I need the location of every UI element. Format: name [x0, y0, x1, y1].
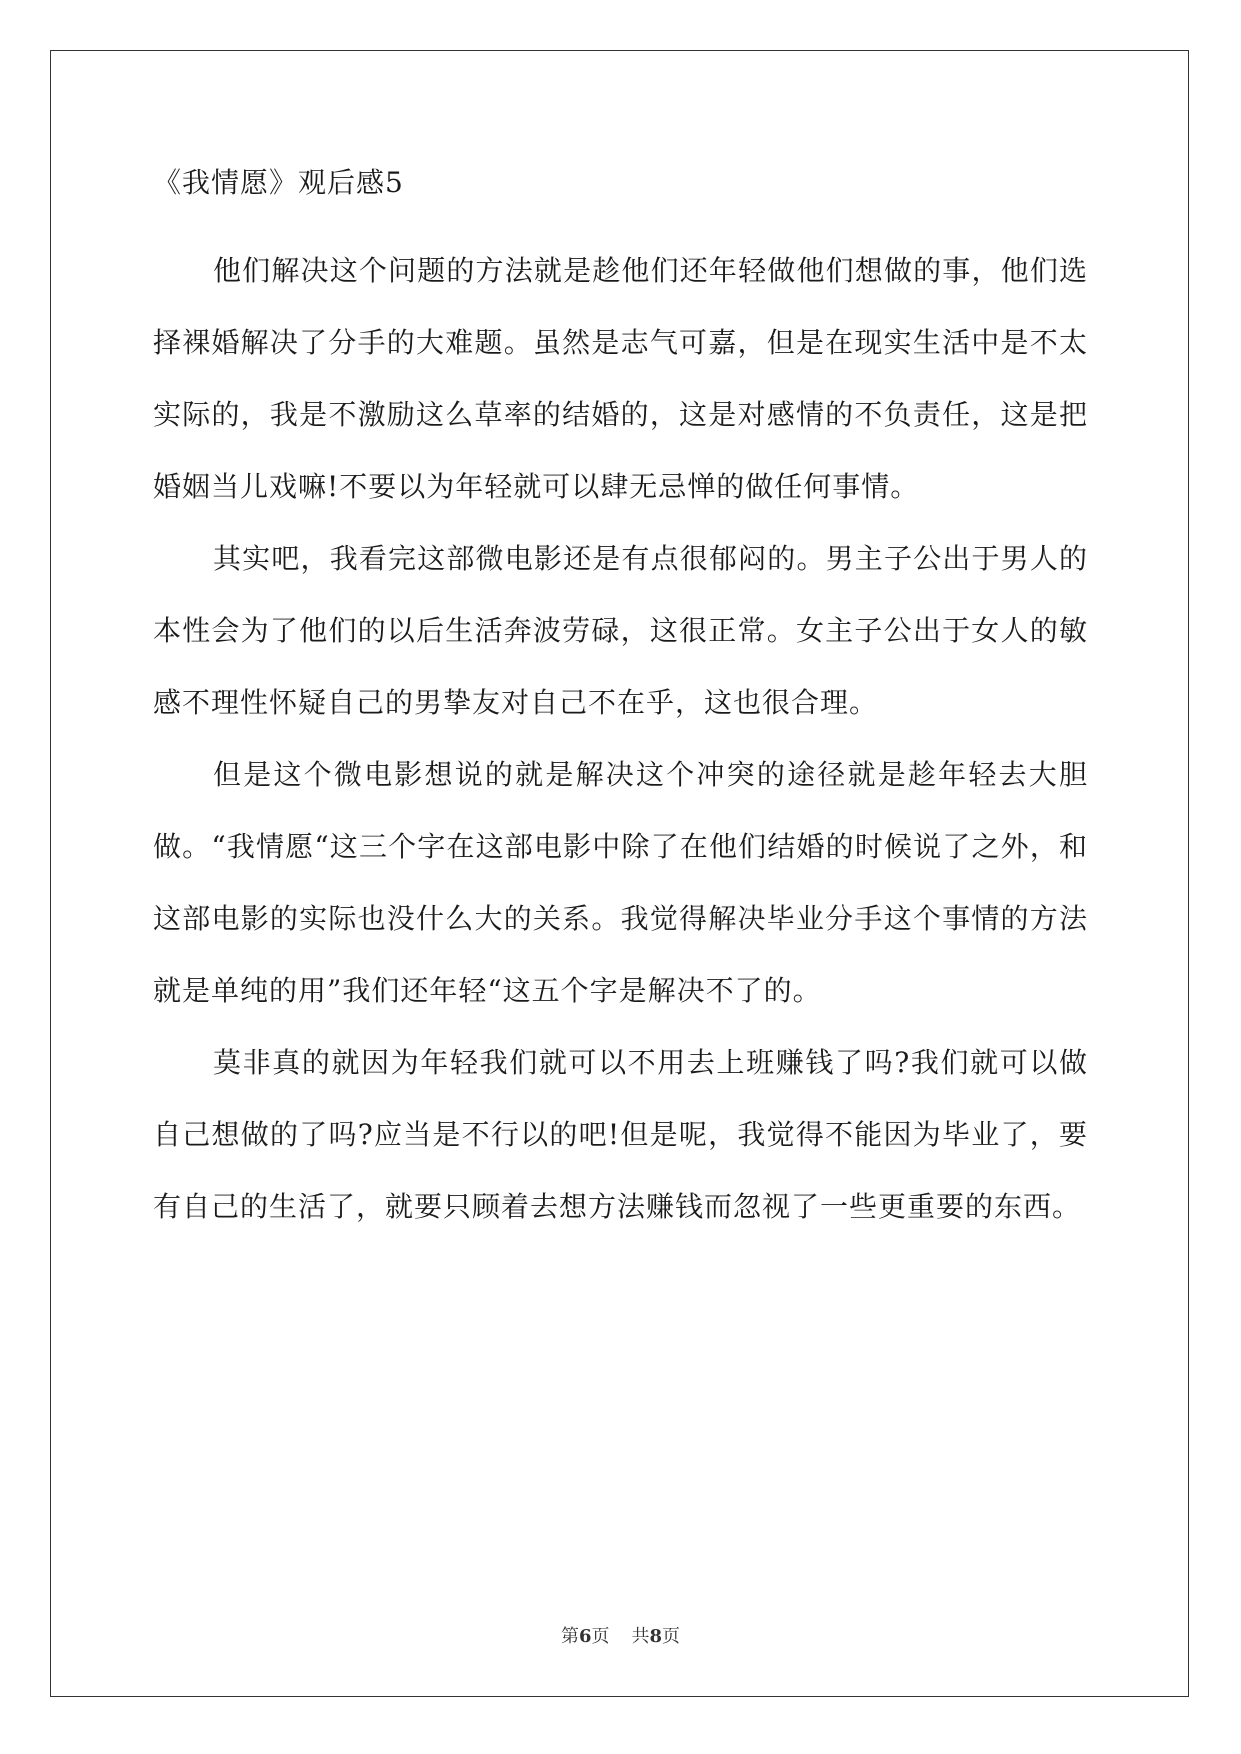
page-suffix: 页 — [591, 1626, 610, 1647]
page-prefix: 第 — [560, 1626, 579, 1647]
page-footer — [0, 1625, 1241, 1649]
page-number-current: 6 — [578, 1626, 592, 1647]
paragraph: 他们解决这个问题的方法就是趁他们还年轻做他们想做的事，他们选择裸婚解决了分手的大难题。虽然是志气可嘉，但是在现实生活中是不太实际的，我是不激励这么草率的结婚的，这是对感情的不负责任，这是把婚姻当儿戏嘛!不要以为年轻就可以肆无忌惮的做任何事情。 — [153, 254, 1088, 503]
paragraph: 但是这个微电影想说的就是解决这个冲突的途径就是趁年轻去大胆做。“我情愿“这三个字在这部电影中除了在他们结婚的时候说了之外，和这部电影的实际也没什么大的关系。我觉得解决毕业分手这个事情的方法就是单纯的用”我们还年轻“这五个字是解决不了的。 — [153, 758, 1088, 1007]
paragraph: 莫非真的就因为年轻我们就可以不用去上班赚钱了吗?我们就可以做自己想做的了吗?应当是不行以的吧!但是呢，我觉得不能因为毕业了，要有自己的生活了，就要只顾着去想方法赚钱而忽视了一些更重要的东西。 — [153, 1046, 1088, 1223]
document-body — [153, 163, 1088, 1243]
document-title: 《我情愿》观后感5 — [153, 166, 404, 199]
total-suffix: 页 — [662, 1626, 681, 1647]
paragraph: 其实吧，我看完这部微电影还是有点很郁闷的。男主子公出于男人的本性会为了他们的以后生活奔波劳碌，这很正常。女主子公出于女人的敏感不理性怀疑自己的男挚友对自己不在乎，这也很合理。 — [153, 542, 1088, 719]
page-number-total: 8 — [649, 1626, 663, 1647]
total-prefix: 共 — [631, 1626, 650, 1647]
